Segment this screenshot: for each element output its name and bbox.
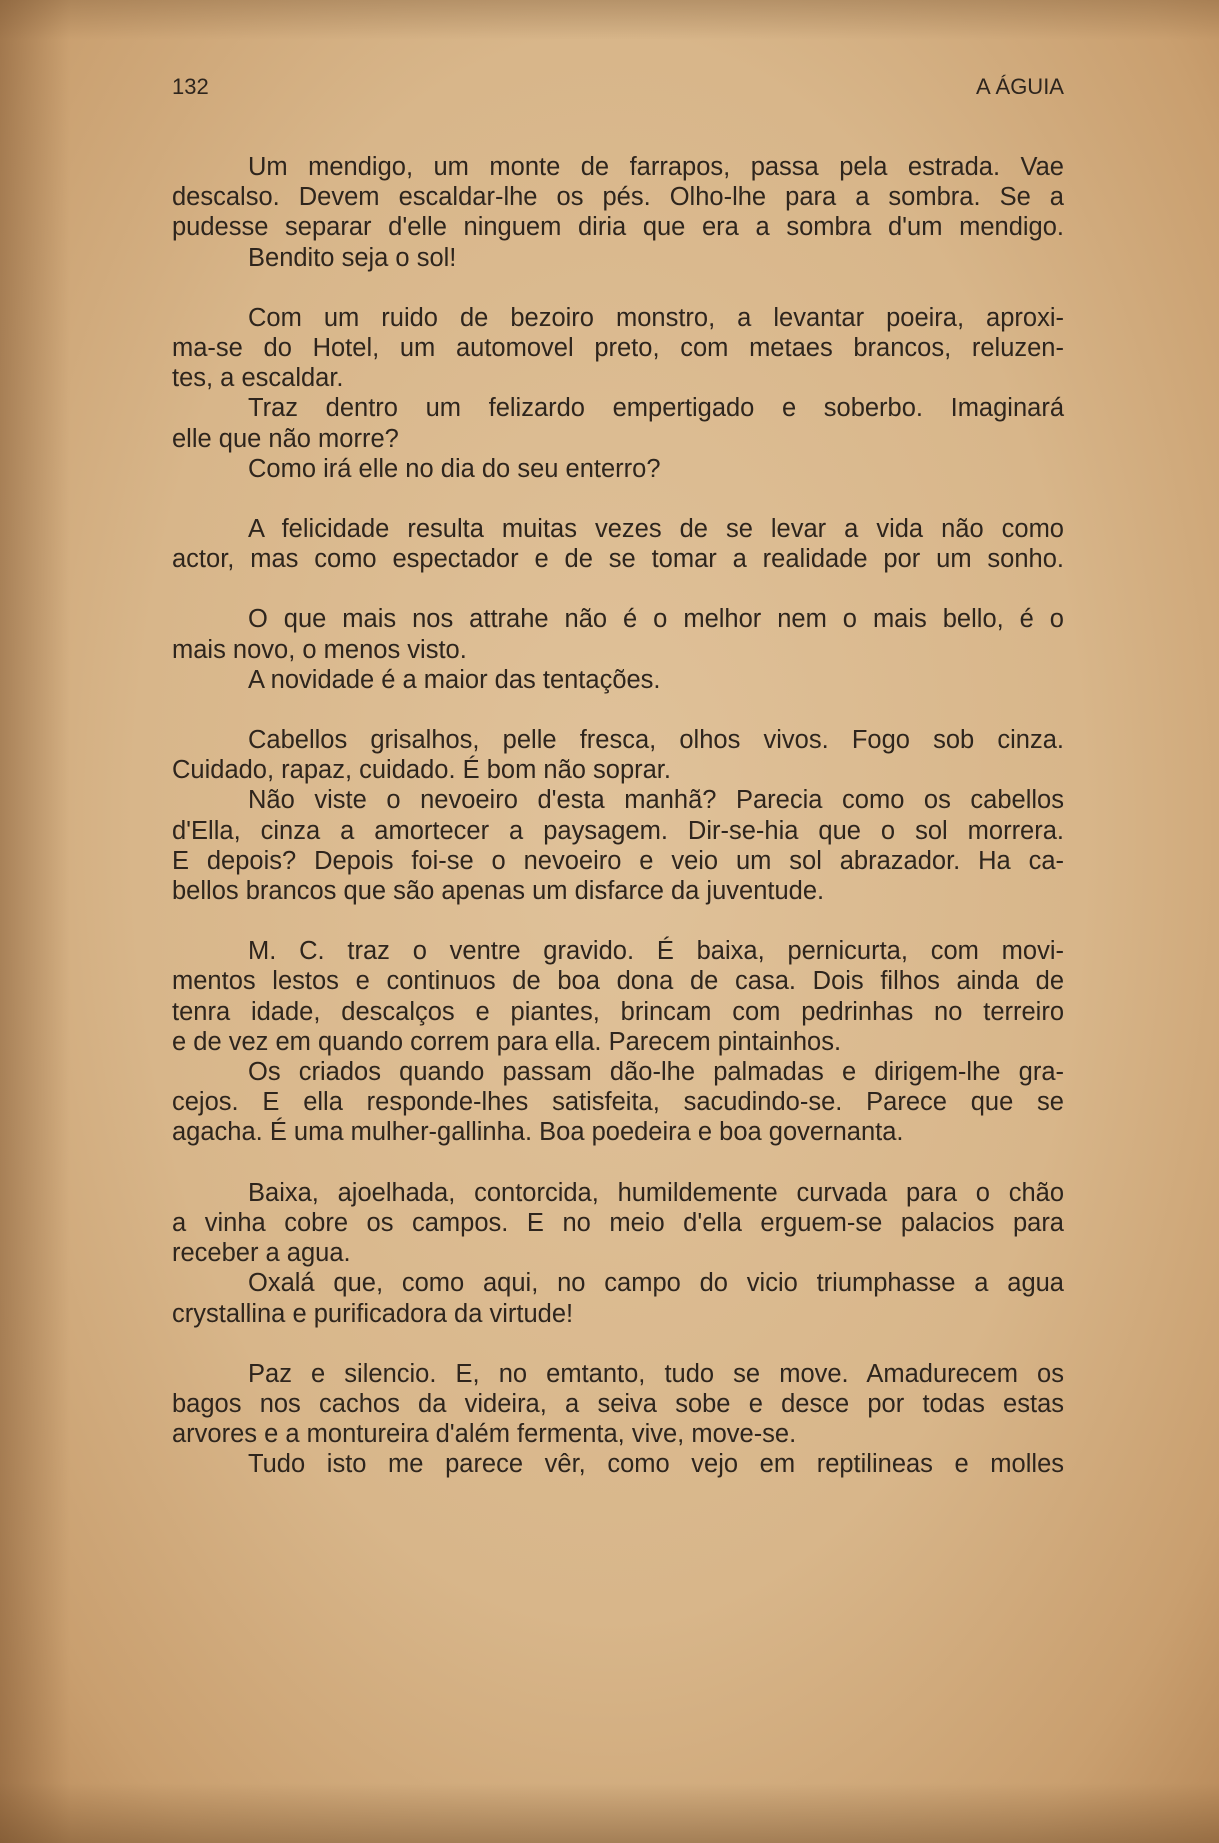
text-line: d'Ella, cinza a amortecer a paysagem. Dir-se-hia que o sol morrera. xyxy=(172,816,1064,845)
page-number: 132 xyxy=(172,74,209,99)
text-line: Com um ruido de bezoiro monstro, a levantar poeira, aproxi- xyxy=(248,303,1064,332)
text-line: agacha. É uma mulher-gallinha. Boa poedeira e boa governanta. xyxy=(172,1118,904,1147)
text-line: A felicidade resulta muitas vezes de se levar a vida não como xyxy=(248,515,1064,544)
text-line: O que mais nos attrahe não é o melhor nem o mais bello, é o xyxy=(248,605,1064,634)
text-line: mais novo, o menos visto. xyxy=(172,635,467,664)
text-line: arvores e a montureira d'além fermenta, vive, move-se. xyxy=(172,1420,797,1449)
text-line: Bendito seja o sol! xyxy=(248,243,457,272)
text-line: M. C. traz o ventre gravido. É baixa, pernicurta, com movi- xyxy=(248,937,1064,966)
text-line: bagos nos cachos da videira, a seiva sobe e desce por todas estas xyxy=(172,1389,1064,1418)
paragraph xyxy=(172,725,1064,906)
text-line: mentos lestos e continuos de boa dona de casa. Dois filhos ainda de xyxy=(172,967,1064,996)
text-line: Baixa, ajoelhada, contorcida, humildemente curvada para o chão xyxy=(248,1178,1064,1207)
text-line: Cabellos grisalhos, pelle fresca, olhos vivos. Fogo sob cinza. xyxy=(248,726,1064,755)
text-line: elle que não morre? xyxy=(172,424,399,453)
text-line: Traz dentro um felizardo empertigado e soberbo. Imaginará xyxy=(248,394,1064,423)
text-line: tenra idade, descalços e piantes, brincam com pedrinhas no terreiro xyxy=(172,997,1064,1026)
text-line: descalso. Devem escaldar-lhe os pés. Olho-lhe para a sombra. Se a xyxy=(172,183,1064,212)
paragraph xyxy=(172,936,1064,1147)
page-edge-shadow-bottom xyxy=(0,1783,1219,1843)
page-edge-shadow-left xyxy=(0,0,70,1843)
text-line: ma-se do Hotel, um automovel preto, com metaes brancos, reluzen- xyxy=(172,334,1064,363)
paragraph xyxy=(172,152,1064,273)
paragraph xyxy=(172,1359,1064,1480)
text-line: pudesse separar d'elle ninguem diria que era a sombra d'um mendigo. xyxy=(172,213,1064,242)
text-line: Os criados quando passam dão-lhe palmadas e dirigem-lhe gra- xyxy=(248,1058,1064,1087)
text-line: Não viste o nevoeiro d'esta manhã? Parecia como os cabellos xyxy=(248,786,1064,815)
text-line: actor, mas como espectador e de se tomar a realidade por um sonho. xyxy=(172,545,1064,574)
text-line: Tudo isto me parece vêr, como vejo em reptilineas e molles xyxy=(248,1450,1064,1479)
text-line: Como irá elle no dia do seu enterro? xyxy=(248,454,661,483)
text-line: cejos. E ella responde-lhes satisfeita, sacudindo-se. Parece que se xyxy=(172,1088,1064,1117)
page-header xyxy=(172,74,1064,104)
paragraph xyxy=(172,1178,1064,1329)
paragraph xyxy=(172,514,1064,574)
text-line: E depois? Depois foi-se o nevoeiro e veio um sol abrazador. Ha ca- xyxy=(172,846,1064,875)
text-line: Um mendigo, um monte de farrapos, passa pela estrada. Vae xyxy=(248,153,1064,181)
text-line: bellos brancos que são apenas um disfarce da juventude. xyxy=(172,877,825,906)
text-line: crystallina e purificadora da virtude! xyxy=(172,1299,574,1328)
text-line: tes, a escaldar. xyxy=(172,364,344,393)
page-edge-shadow-top xyxy=(0,0,1219,40)
paragraph xyxy=(172,303,1064,484)
text-line: Paz e silencio. E, no emtanto, tudo se move. Amadurecem os xyxy=(248,1359,1064,1388)
paragraph xyxy=(172,604,1064,695)
text-line: Cuidado, rapaz, cuidado. É bom não soprar. xyxy=(172,756,671,785)
text-line: a vinha cobre os campos. E no meio d'ella erguem-se palacios para xyxy=(172,1208,1064,1237)
running-title: A ÁGUIA xyxy=(975,74,1064,99)
text-line: A novidade é a maior das tentações. xyxy=(248,665,661,694)
body-text xyxy=(172,152,1064,1510)
text-line: Oxalá que, como aqui, no campo do vicio triumphasse a agua xyxy=(248,1269,1064,1298)
text-line: e de vez em quando correm para ella. Parecem pintainhos. xyxy=(172,1027,842,1056)
text-line: receber a agua. xyxy=(172,1239,351,1268)
